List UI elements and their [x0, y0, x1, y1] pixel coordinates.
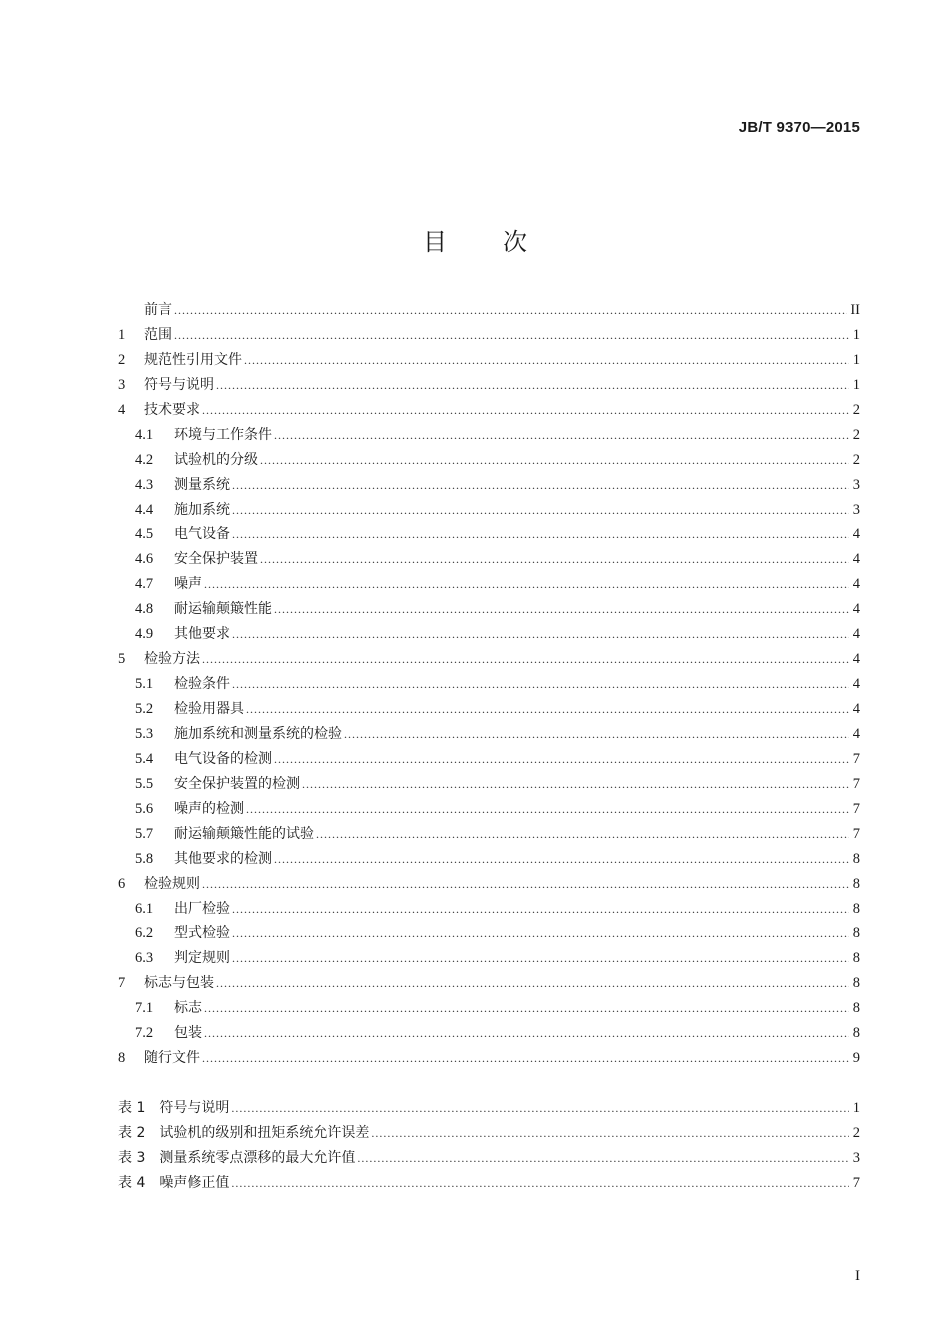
toc-entry-title: 检验规则 — [144, 875, 200, 892]
toc-entry[interactable] — [118, 1121, 860, 1146]
toc-leader-dots — [232, 897, 849, 922]
toc-leader-dots — [202, 398, 849, 423]
toc-leader-dots — [260, 448, 849, 473]
toc-entry-number: 3 — [118, 376, 126, 393]
toc-entry[interactable] — [118, 373, 860, 398]
toc-entry[interactable] — [118, 498, 860, 523]
toc-entry-number: 4.6 — [135, 551, 154, 568]
toc-entry-page: 3 — [852, 476, 860, 493]
toc-entry-number: 4.4 — [135, 501, 154, 518]
toc-leader-dots — [174, 298, 847, 323]
toc-entry-title: 表 1 符号与说明 — [118, 1100, 230, 1116]
toc-leader-dots — [232, 473, 849, 498]
toc-entry[interactable] — [118, 1146, 860, 1171]
toc-leader-dots — [246, 797, 849, 822]
toc-entry-title: 随行文件 — [144, 1050, 200, 1067]
toc-entry-page: 3 — [852, 1149, 860, 1166]
toc-entry-title: 检验方法 — [144, 651, 200, 668]
toc-entry[interactable] — [118, 996, 860, 1021]
toc-entry-title: 规范性引用文件 — [144, 351, 242, 368]
toc-entry-page: 8 — [852, 850, 860, 867]
toc-entry-title: 耐运输颠簸性能 — [174, 601, 272, 618]
toc-entry[interactable] — [118, 323, 860, 348]
toc-entry[interactable] — [118, 522, 860, 547]
toc-entry[interactable] — [118, 921, 860, 946]
toc-entry-page: 8 — [852, 925, 860, 942]
toc-entry[interactable] — [118, 797, 860, 822]
toc-leader-dots — [204, 572, 849, 597]
toc-leader-dots — [244, 348, 849, 373]
toc-entry[interactable] — [118, 1171, 860, 1196]
toc-entry-title: 安全保护装置 — [174, 551, 258, 568]
toc-entry-number: 5.8 — [135, 850, 154, 867]
toc-leader-dots — [231, 1096, 849, 1121]
toc-leader-dots — [204, 1021, 849, 1046]
toc-entry-title: 施加系统 — [174, 501, 230, 518]
toc-entry-title: 表 4 噪声修正值 — [118, 1174, 230, 1191]
toc-entry-page: 9 — [852, 1050, 860, 1067]
toc-entry[interactable] — [118, 298, 860, 323]
toc-entry-page: 7 — [852, 775, 860, 792]
toc-title-left: 目 — [423, 228, 447, 256]
toc-leader-dots — [232, 672, 849, 697]
toc-entry-number: 8 — [118, 1050, 126, 1067]
toc-entry-number: 6.2 — [135, 925, 154, 942]
toc-entry[interactable] — [118, 946, 860, 971]
toc-leader-dots — [202, 1046, 849, 1071]
toc-entry-page: 4 — [852, 601, 860, 618]
toc-entry-title: 其他要求的检测 — [174, 850, 272, 867]
toc-entry-number: 6 — [118, 875, 126, 892]
toc-entry-number: 5.6 — [135, 800, 154, 817]
toc-title — [0, 222, 950, 257]
toc-entry-number: 5.5 — [135, 775, 154, 792]
toc-entry-number: 5.1 — [135, 676, 154, 693]
toc-entry-title: 安全保护装置的检测 — [174, 775, 300, 792]
toc-entry-number: 5.3 — [135, 725, 154, 742]
toc-entry-page: 4 — [852, 701, 860, 717]
toc-entry-number: 4.9 — [135, 626, 154, 643]
toc-entry-title: 范围 — [144, 326, 172, 343]
toc-leader-dots — [202, 647, 849, 672]
toc-entry-page: 8 — [852, 875, 860, 892]
toc-entry-page: 7 — [852, 750, 860, 767]
toc-entry-title: 检验条件 — [174, 676, 230, 693]
toc-entry-page: 3 — [852, 501, 860, 518]
toc-entry-number: 7.2 — [135, 1025, 154, 1042]
toc-leader-dots — [232, 946, 849, 971]
toc-entry-page: II — [850, 302, 860, 318]
toc-entry[interactable] — [118, 697, 860, 722]
toc-entry-title: 标志 — [174, 1000, 202, 1017]
toc-entry-page: 4 — [852, 676, 860, 693]
toc-entry-page: 4 — [852, 725, 860, 742]
toc-entry-number: 4.8 — [135, 601, 154, 618]
toc-leader-dots — [232, 498, 849, 523]
toc-entry[interactable] — [118, 647, 860, 672]
toc-entry-number: 5.7 — [135, 825, 154, 842]
toc-entry-number: 7 — [118, 975, 126, 992]
toc-entry-title: 试验机的分级 — [174, 451, 258, 468]
toc-leader-dots — [204, 996, 849, 1021]
toc-entry-page: 2 — [852, 451, 860, 468]
toc-entry-number: 4.3 — [135, 476, 154, 493]
toc-leader-dots — [274, 747, 849, 772]
toc-entry-title: 电气设备 — [174, 526, 230, 543]
toc-entry[interactable] — [118, 622, 860, 647]
toc-entry-number: 4.7 — [135, 576, 154, 593]
toc-entry-page: 8 — [852, 975, 860, 992]
toc-entry[interactable] — [118, 423, 860, 448]
toc-leader-dots — [202, 872, 849, 897]
toc-entry-number: 4.1 — [135, 426, 154, 443]
toc-leader-dots — [232, 622, 849, 647]
toc-entry-title: 型式检验 — [174, 925, 230, 942]
toc-entry[interactable] — [118, 1046, 860, 1071]
toc-entry-page: 4 — [852, 651, 860, 668]
page-number: I — [855, 1268, 860, 1284]
toc-entry-title: 表 3 测量系统零点漂移的最大允许值 — [118, 1149, 356, 1166]
toc-entry-page: 4 — [852, 626, 860, 643]
toc-entry-number: 4.2 — [135, 451, 154, 468]
toc-entry[interactable] — [118, 822, 860, 847]
toc-entry[interactable] — [118, 348, 860, 373]
toc-entry-title: 施加系统和测量系统的检验 — [174, 725, 342, 742]
toc-entry-page: 1 — [852, 1100, 860, 1116]
toc-leader-dots — [371, 1121, 849, 1146]
toc-leader-dots — [274, 423, 849, 448]
toc-entry[interactable] — [118, 897, 860, 922]
toc-entry-page: 4 — [852, 526, 860, 543]
toc-entry-page: 8 — [852, 1025, 860, 1042]
toc-leader-dots — [302, 772, 849, 797]
toc-leader-dots — [344, 722, 849, 747]
toc-leader-dots — [232, 522, 849, 547]
toc-entry[interactable] — [118, 971, 860, 996]
toc-entry-page: 2 — [852, 426, 860, 443]
toc-entry-title: 出厂检验 — [174, 900, 230, 917]
toc-entry-title: 包装 — [174, 1025, 202, 1042]
toc-entry-title: 前言 — [144, 302, 172, 318]
toc-entry-title: 检验用器具 — [174, 701, 244, 717]
toc-leader-dots — [216, 373, 849, 398]
toc-entry-number: 4.5 — [135, 526, 154, 543]
toc-leader-dots — [274, 597, 849, 622]
toc-entry-number: 1 — [118, 326, 126, 343]
toc-entry[interactable] — [118, 448, 860, 473]
toc-leader-dots — [216, 971, 849, 996]
toc-entry-page: 8 — [852, 950, 860, 967]
toc-entry[interactable] — [118, 572, 860, 597]
toc-entry-page: 8 — [852, 900, 860, 917]
toc-leader-dots — [357, 1146, 849, 1171]
toc-entry[interactable] — [118, 597, 860, 622]
toc-entry[interactable] — [118, 398, 860, 423]
toc-entry-number: 6.3 — [135, 950, 154, 967]
toc-entry-page: 8 — [852, 1000, 860, 1017]
toc-entry[interactable] — [118, 672, 860, 697]
toc-entry-page: 7 — [852, 825, 860, 842]
toc-entry-page: 1 — [852, 351, 860, 368]
toc-entry-page: 2 — [852, 401, 860, 418]
toc-list — [118, 298, 860, 1071]
toc-entry[interactable] — [118, 473, 860, 498]
toc-leader-dots — [260, 547, 849, 572]
toc-leader-dots — [274, 847, 849, 872]
toc-entry-number: 5 — [118, 651, 126, 668]
toc-title-right: 次 — [503, 228, 527, 256]
toc-entry-page: 4 — [852, 576, 860, 593]
toc-entry-title: 噪声的检测 — [174, 800, 244, 817]
toc-entry-number: 4 — [118, 401, 126, 418]
toc-entry[interactable] — [118, 847, 860, 872]
toc-leader-dots — [316, 822, 849, 847]
toc-leader-dots — [232, 921, 849, 946]
toc-entry-title: 标志与包装 — [144, 975, 214, 992]
toc-entry-title: 判定规则 — [174, 950, 230, 967]
toc-entry[interactable] — [118, 547, 860, 572]
toc-entry-title: 表 2 试验机的级别和扭矩系统允许误差 — [118, 1124, 370, 1141]
toc-entry[interactable] — [118, 1021, 860, 1046]
toc-entry-number: 5.2 — [135, 701, 154, 717]
toc-entry-page: 4 — [852, 551, 860, 568]
toc-entry-number: 7.1 — [135, 1000, 154, 1017]
toc-entry-page: 7 — [852, 800, 860, 817]
toc-entry-page: 1 — [852, 376, 860, 393]
toc-entry-number: 6.1 — [135, 900, 154, 917]
toc-table-list — [118, 1096, 860, 1196]
toc-leader-dots — [231, 1171, 849, 1196]
toc-entry-page: 1 — [852, 326, 860, 343]
toc-entry[interactable] — [118, 722, 860, 747]
toc-entry[interactable] — [118, 872, 860, 897]
toc-entry[interactable] — [118, 1096, 860, 1121]
toc-entry-title: 电气设备的检测 — [174, 750, 272, 767]
toc-entry[interactable] — [118, 772, 860, 797]
toc-entry-title: 技术要求 — [144, 401, 200, 418]
doc-code: JB/T 9370—2015 — [738, 119, 860, 136]
toc-entry-title: 环境与工作条件 — [174, 426, 272, 443]
toc-entry-page: 7 — [852, 1174, 860, 1191]
toc-entry-page: 2 — [852, 1124, 860, 1141]
toc-leader-dots — [246, 697, 849, 722]
toc-entry-title: 其他要求 — [174, 626, 230, 643]
toc-entry-title: 耐运输颠簸性能的试验 — [174, 825, 314, 842]
toc-entry-number: 5.4 — [135, 750, 154, 767]
toc-leader-dots — [174, 323, 849, 348]
toc-entry-title: 测量系统 — [174, 476, 230, 493]
toc-entry-title: 符号与说明 — [144, 376, 214, 393]
toc-entry-number: 2 — [118, 351, 126, 368]
toc-entry-title: 噪声 — [174, 576, 202, 593]
toc-entry[interactable] — [118, 747, 860, 772]
